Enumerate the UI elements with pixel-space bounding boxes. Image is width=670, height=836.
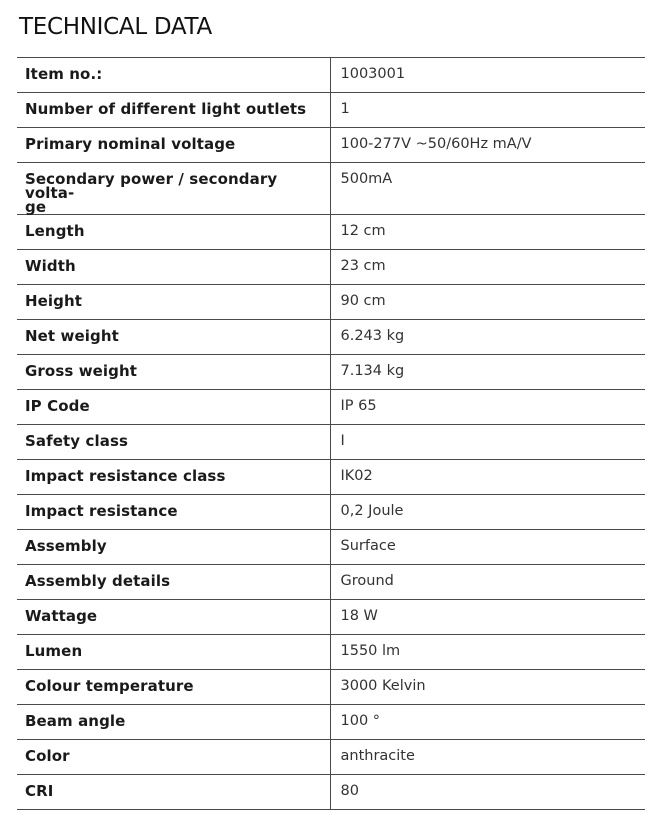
spec-label: Item no.: (25, 65, 103, 83)
spec-label: Assembly details (25, 572, 171, 590)
table-row (17, 530, 645, 565)
spec-label: Beam angle (25, 712, 126, 730)
spec-value: 100 ° (330, 705, 645, 740)
spec-label: Net weight (25, 327, 119, 345)
table-row (17, 355, 645, 390)
spec-value: 100-277V ~50/60Hz mA/V (330, 128, 645, 163)
spec-label: Lumen (25, 642, 83, 660)
table-row (17, 670, 645, 705)
table-row (17, 565, 645, 600)
spec-value: 12 cm (330, 215, 645, 250)
spec-value: 1003001 (330, 58, 645, 93)
spec-label: CRI (25, 782, 54, 800)
spec-label: Gross weight (25, 362, 138, 380)
table-row (17, 93, 645, 128)
table-row (17, 58, 645, 93)
spec-value: 18 W (330, 600, 645, 635)
table-row (17, 600, 645, 635)
spec-value: 7.134 kg (330, 355, 645, 390)
table-row (17, 635, 645, 670)
spec-value: 90 cm (330, 285, 645, 320)
spec-value: anthracite (330, 740, 645, 775)
spec-label: Wattage (25, 607, 98, 625)
page-title: TECHNICAL DATA (19, 14, 212, 40)
spec-label: Length (25, 222, 85, 240)
spec-value: I (330, 425, 645, 460)
table-row (17, 250, 645, 285)
spec-value: IP 65 (330, 390, 645, 425)
table-row (17, 163, 645, 215)
spec-value: 500mA (330, 163, 645, 215)
table-row (17, 320, 645, 355)
table-row (17, 705, 645, 740)
technical-data-table (17, 57, 645, 810)
table-row (17, 775, 645, 810)
spec-label: Colour temperature (25, 677, 194, 695)
spec-value: 0,2 Joule (330, 495, 645, 530)
table-row (17, 285, 645, 320)
table-row (17, 128, 645, 163)
spec-value: IK02 (330, 460, 645, 495)
spec-value: 1 (330, 93, 645, 128)
table-row (17, 390, 645, 425)
spec-label: Secondary power / secondary volta- ge (25, 170, 278, 216)
spec-label: Primary nominal voltage (25, 135, 236, 153)
table-row (17, 740, 645, 775)
spec-label: IP Code (25, 397, 90, 415)
table-row (17, 425, 645, 460)
spec-label: Safety class (25, 432, 129, 450)
spec-label: Height (25, 292, 83, 310)
spec-value: 1550 lm (330, 635, 645, 670)
spec-label: Impact resistance (25, 502, 178, 520)
spec-value: 6.243 kg (330, 320, 645, 355)
spec-label: Impact resistance class (25, 467, 226, 485)
table-row (17, 215, 645, 250)
spec-value: 80 (330, 775, 645, 810)
spec-label: Assembly (25, 537, 107, 555)
table-row (17, 495, 645, 530)
spec-value: Surface (330, 530, 645, 565)
spec-value: Ground (330, 565, 645, 600)
spec-label: Width (25, 257, 76, 275)
spec-label: Color (25, 747, 70, 765)
table-row (17, 460, 645, 495)
spec-value: 3000 Kelvin (330, 670, 645, 705)
spec-label: Number of different light outlets (25, 100, 307, 118)
spec-value: 23 cm (330, 250, 645, 285)
